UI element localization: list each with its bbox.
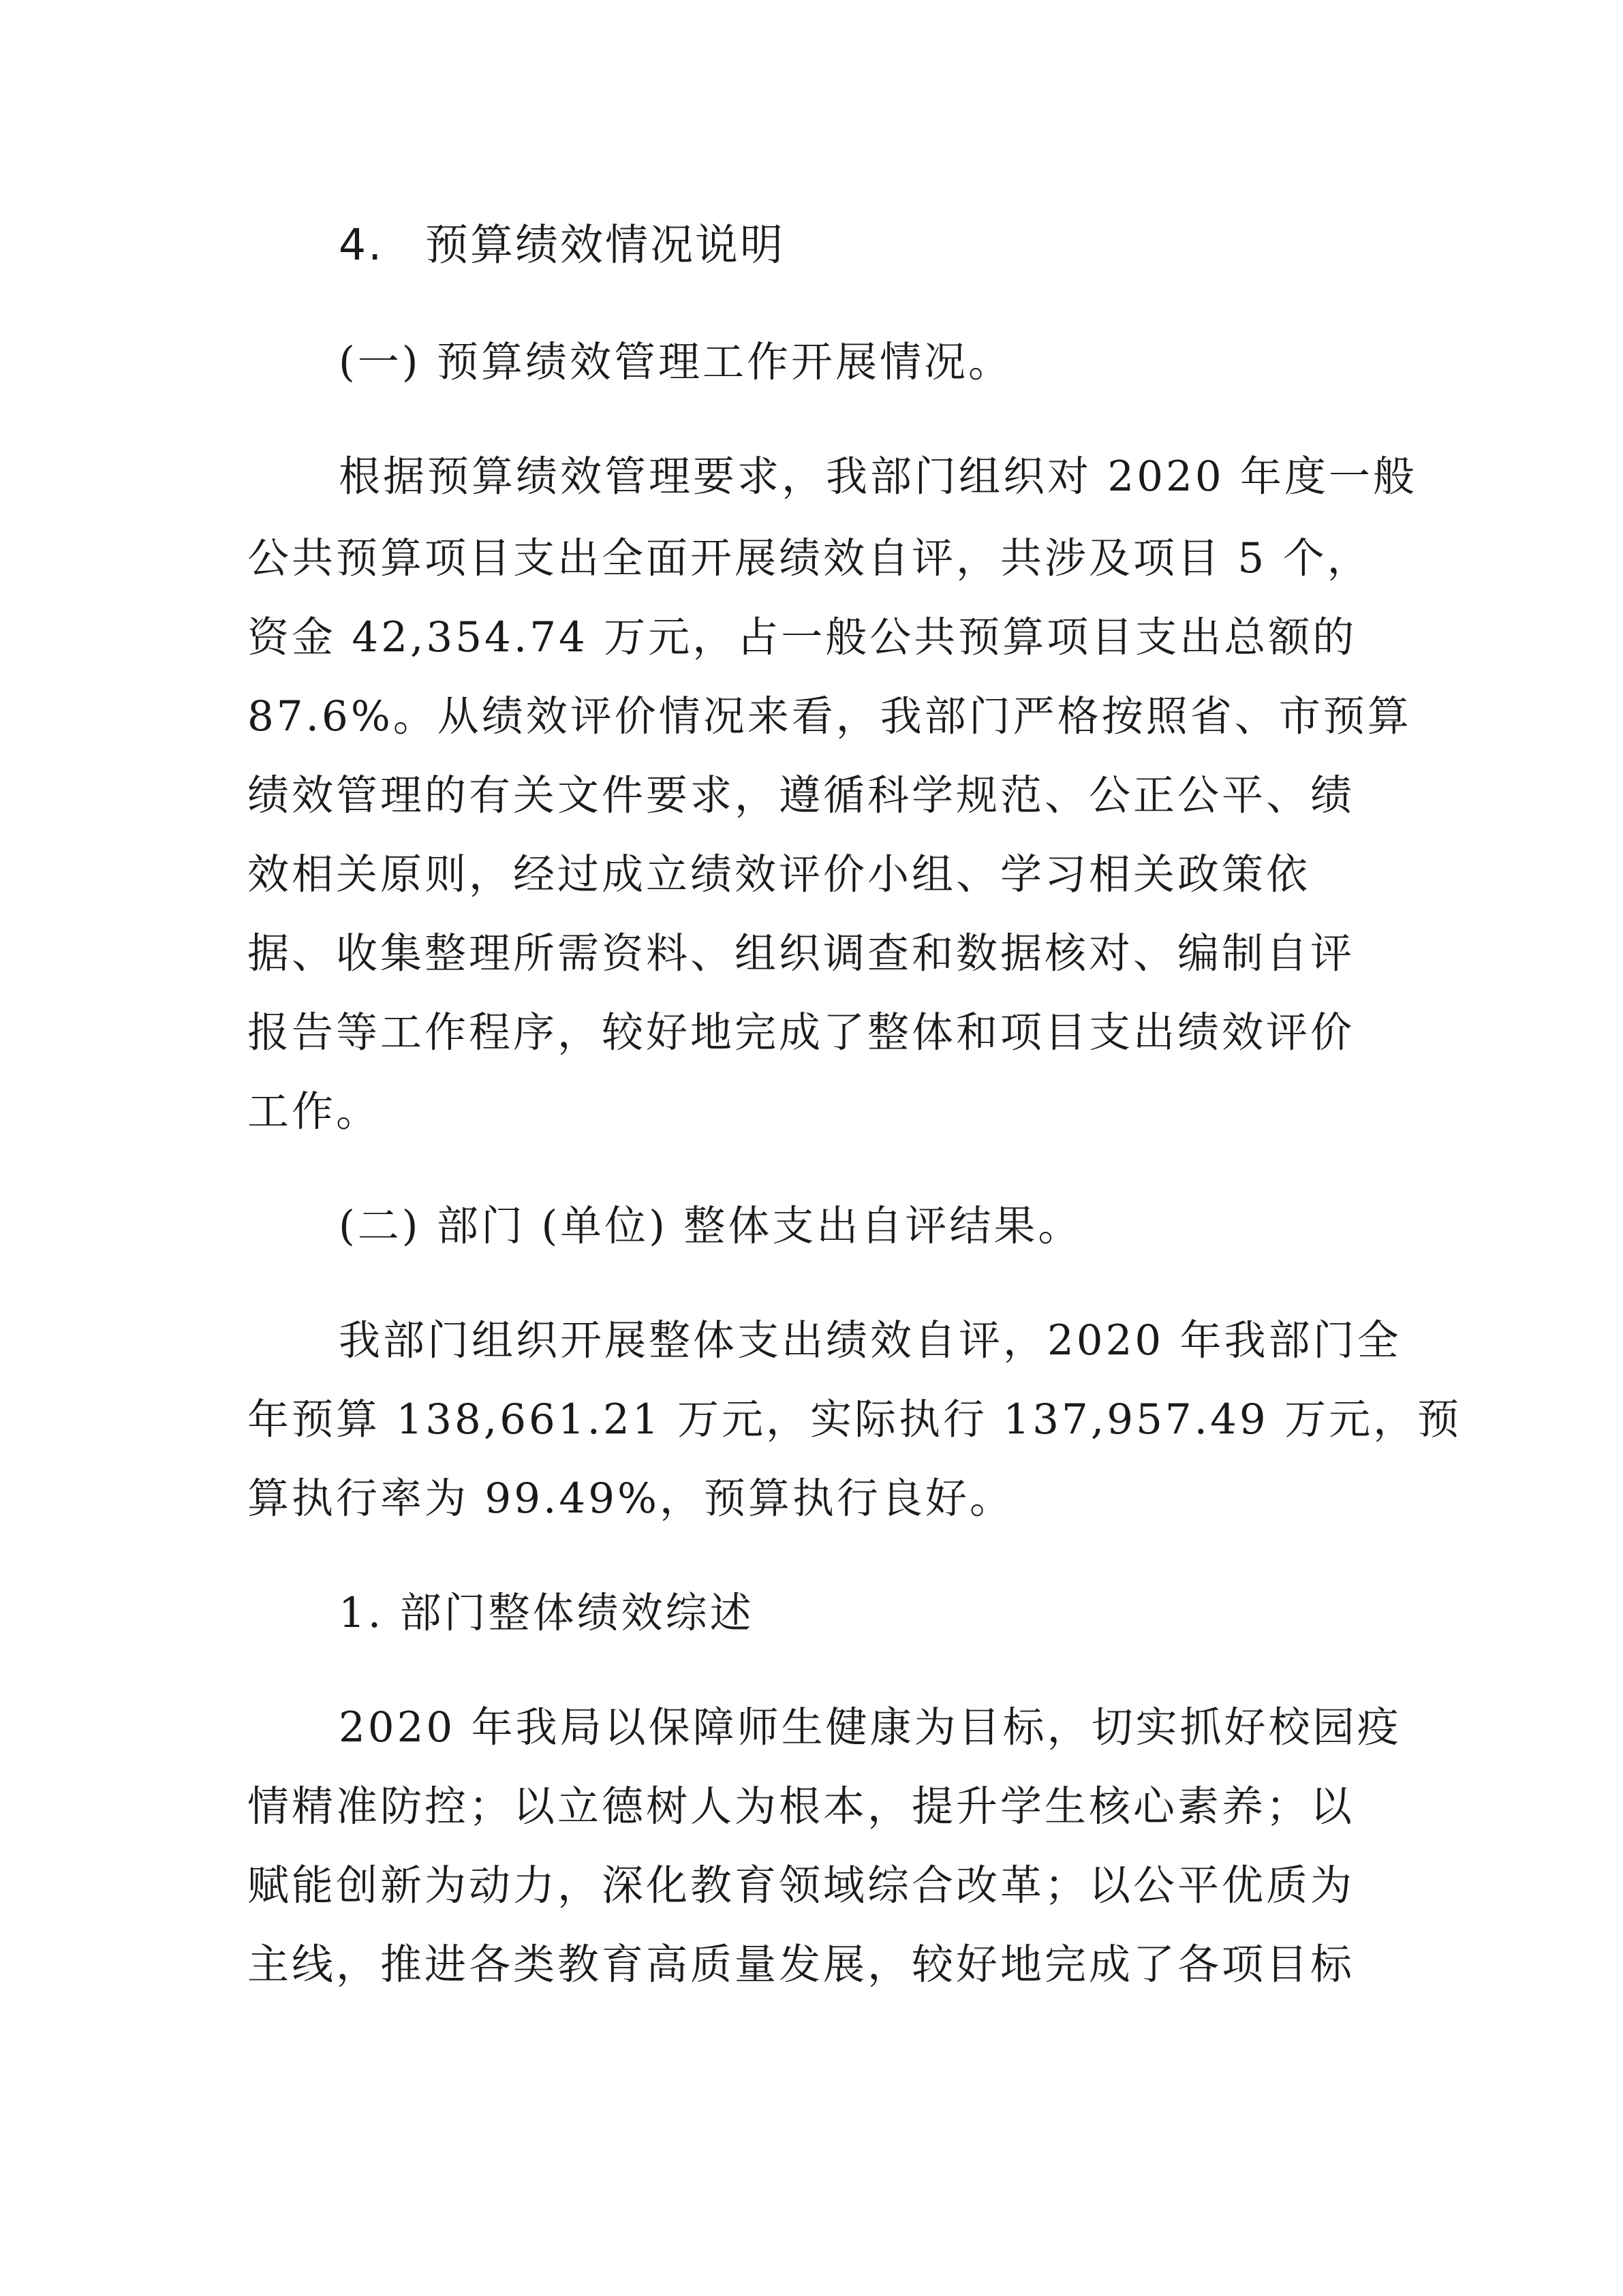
subsection-1-title: (一) 预算绩效管理工作开展情况。 <box>339 338 1013 386</box>
subsection-2-line: 年预算 138,661.21 万元，实际执行 137,957.49 万元，预 <box>247 1395 1462 1444</box>
item-1-line: 情精准防控；以立德树人为根本，提升学生核心素养；以 <box>247 1782 1355 1831</box>
item-1-title: 1. 部门整体绩效综述 <box>339 1589 754 1637</box>
section-number: 4. <box>339 220 384 270</box>
subsection-1-line: 公共预算项目支出全面开展绩效自评，共涉及项目 5 个， <box>247 534 1372 583</box>
item-1-line: 2020 年我局以保障师生健康为目标，切实抓好校园疫 <box>339 1703 1402 1752</box>
subsection-1-line: 绩效管理的有关文件要求，遵循科学规范、公正公平、绩 <box>247 771 1355 820</box>
subsection-2-title: (二) 部门 (单位) 整体支出自评结果。 <box>339 1202 1083 1250</box>
subsection-2-line: 我部门组织开展整体支出绩效自评，2020 年我部门全 <box>339 1316 1402 1365</box>
section-title: 预算绩效情况说明 <box>425 220 785 270</box>
item-1-line: 主线，推进各类教育高质量发展，较好地完成了各项目标 <box>247 1940 1355 1989</box>
subsection-1-line: 效相关原则，经过成立绩效评价小组、学习相关政策依 <box>247 850 1311 899</box>
section-heading <box>339 218 785 273</box>
subsection-1-line: 根据预算绩效管理要求，我部门组织对 2020 年度一般 <box>339 452 1418 501</box>
subsection-1-line: 报告等工作程序，较好地完成了整体和项目支出绩效评价 <box>247 1008 1355 1057</box>
subsection-1-line: 资金 42,354.74 万元，占一般公共预算项目支出总额的 <box>247 613 1357 662</box>
subsection-1-line: 工作。 <box>247 1087 381 1136</box>
subsection-2-line: 算执行率为 99.49%，预算执行良好。 <box>247 1474 1014 1523</box>
subsection-1-line: 据、收集整理所需资料、组织调查和数据核对、编制自评 <box>247 929 1355 978</box>
subsection-1-line: 87.6%。从绩效评价情况来看，我部门严格按照省、市预算 <box>247 692 1412 741</box>
item-1-line: 赋能创新为动力，深化教育领域综合改革；以公平优质为 <box>247 1861 1355 1910</box>
